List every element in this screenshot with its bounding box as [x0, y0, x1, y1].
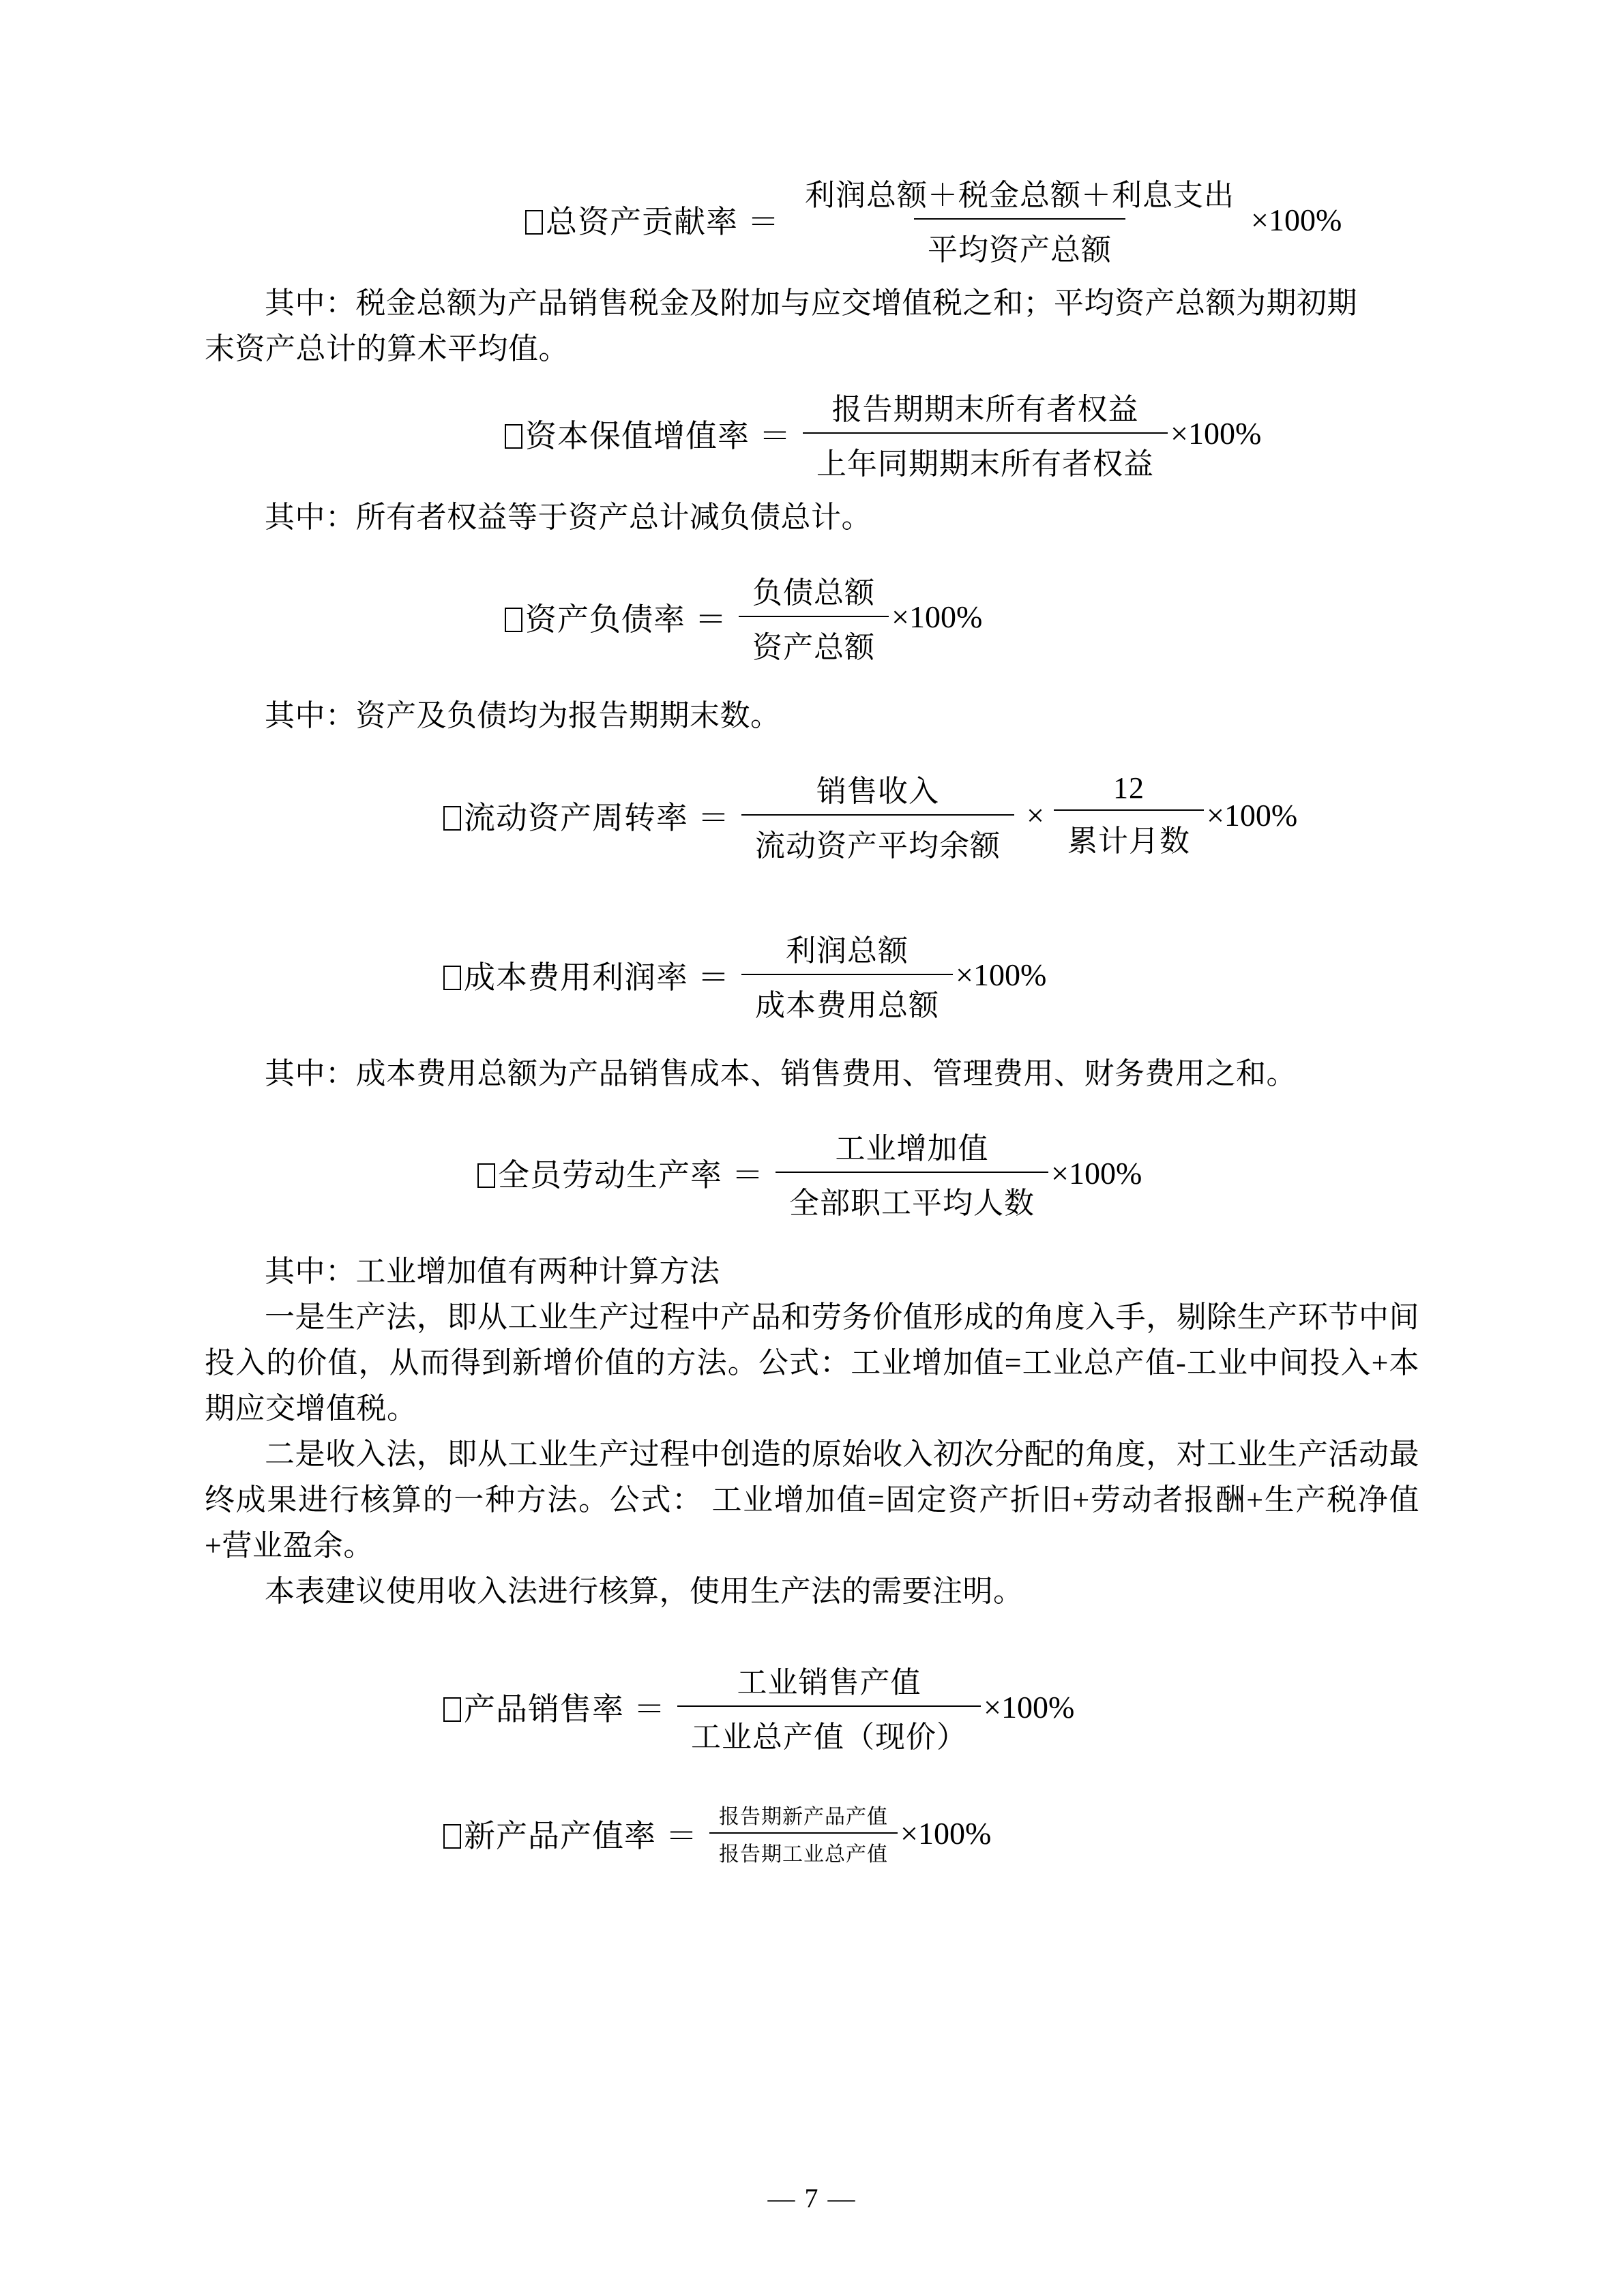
note-industrial-added-value: [205, 1249, 1419, 1295]
equals-sign: ＝: [634, 1692, 665, 1727]
numerator: 销售收入: [816, 774, 939, 808]
bullet-box-icon: [525, 210, 543, 235]
page-number: — 7 —: [767, 2183, 857, 2213]
denominator: 流动资产平均余额: [741, 814, 1014, 865]
bullet-box-icon: [505, 424, 522, 449]
denominator: 资产总额: [739, 616, 889, 666]
formula-label: 成本费用利润率: [464, 959, 688, 995]
multiplier: ×100%: [891, 599, 983, 635]
note-text: 其中：资产及负债均为报告期期末数。: [265, 698, 781, 732]
fraction: [741, 926, 953, 1024]
equals-sign: ＝: [748, 205, 779, 239]
equals-sign: ＝: [698, 959, 729, 995]
note-text: 其中：税金总额为产品销售税金及附加与应交增值税之和；平均资产总额为期初期: [265, 286, 1357, 320]
formula-capital-preservation-appreciation-rate: [505, 385, 1419, 483]
note-text: 其中：成本费用总额为产品销售成本、销售费用、管理费用、财务费用之和。: [265, 1056, 1297, 1090]
denominator: 成本费用总额: [741, 974, 953, 1024]
bullet-box-icon: [477, 1163, 495, 1188]
note-text-cont: 末资产总计的算术平均值。: [205, 331, 569, 366]
formula-label: 总资产贡献率: [546, 205, 738, 239]
equals-sign: ＝: [695, 601, 726, 637]
recommendation: 本表建议使用收入法进行核算，使用生产法的需要注明。: [265, 1574, 1024, 1608]
multiplier: ×100%: [1206, 798, 1298, 833]
numerator: 报告期新产品产值: [719, 1806, 888, 1829]
fraction: [739, 568, 889, 666]
denominator: 报告期工业总产值: [709, 1832, 898, 1867]
fraction: [709, 1800, 898, 1867]
note-line-2: [205, 327, 1419, 372]
numerator: 工业销售产值: [737, 1666, 921, 1700]
fraction: [677, 1658, 981, 1756]
bullet-box-icon: [443, 966, 461, 990]
fraction: [791, 170, 1248, 269]
method-text: 二是收入法，即从工业生产过程中创造的原始收入初次分配的角度，对工业生产活动最终成果进行核算的一种方法。公式： 工业增加值=固定资产折旧+劳动者报酬+生产税净值+营业盈余。: [205, 1437, 1419, 1562]
note-asset-liability: [205, 694, 1419, 739]
fraction-second: [1054, 771, 1204, 860]
equals-sign: ＝: [666, 1818, 697, 1853]
note-line-1: [205, 281, 1419, 327]
denominator: 平均资产总额: [914, 218, 1125, 269]
multiplier: ×100%: [984, 1689, 1075, 1725]
multiplier: ×100%: [1170, 416, 1262, 451]
note-text: 其中：所有者权益等于资产总计减负债总计。: [265, 500, 872, 534]
numerator: 负债总额: [752, 576, 875, 610]
numerator-2: 12: [1112, 771, 1145, 805]
recommendation-text: [205, 1569, 1419, 1615]
bullet-box-icon: [443, 1824, 461, 1849]
formula-current-asset-turnover-rate: [443, 766, 1419, 865]
formula-new-product-output-value-rate: [443, 1800, 1419, 1867]
formula-total-asset-contribution-rate: [525, 170, 1419, 269]
multiplier: ×100%: [1051, 1155, 1142, 1191]
formula-label: 全员劳动生产率: [498, 1158, 722, 1193]
denominator: 工业总产值（现价）: [677, 1705, 981, 1756]
formula-label: 资本保值增值率: [525, 418, 750, 453]
times-sign: ×: [1027, 798, 1044, 833]
formula-all-staff-labor-productivity: [477, 1124, 1419, 1222]
numerator: 利润总额＋税金总额＋利息支出: [805, 179, 1235, 212]
fraction: [803, 385, 1168, 483]
note-text: 其中：工业增加值有两种计算方法: [265, 1255, 720, 1289]
formula-label: 流动资产周转率: [464, 800, 688, 835]
formula-label: 产品销售率: [464, 1692, 624, 1727]
method-text: 一是生产法，即从工业生产过程中产品和劳务价值形成的角度入手，剔除生产环节中间投入的价值，从而得到新增价值的方法。公式：工业增加值=工业总产值-工业中间投入+本期应交增值税。: [205, 1300, 1419, 1425]
multiplier: ×100%: [900, 1816, 992, 1851]
equals-sign: ＝: [732, 1158, 763, 1193]
numerator: 利润总额: [786, 934, 909, 968]
bullet-box-icon: [443, 1697, 461, 1722]
bullet-box-icon: [443, 806, 461, 831]
formula-cost-expense-profit-rate: [443, 926, 1419, 1024]
fraction-first: [741, 766, 1014, 865]
denominator: 上年同期期末所有者权益: [803, 432, 1168, 483]
formula-label: 资产负债率: [525, 601, 685, 637]
numerator: 报告期期末所有者权益: [831, 392, 1139, 426]
multiplier: ×100%: [956, 957, 1047, 992]
denominator-2: 累计月数: [1054, 809, 1204, 860]
equals-sign: ＝: [698, 800, 729, 835]
bullet-box-icon: [505, 608, 522, 632]
multiplier: ×100%: [1251, 202, 1342, 237]
formula-product-sales-rate: [443, 1658, 1419, 1756]
note-owner-equity: [205, 495, 1419, 541]
fraction: [776, 1124, 1048, 1222]
numerator: 工业增加值: [835, 1132, 989, 1166]
equals-sign: ＝: [759, 418, 791, 453]
method-income-approach: [205, 1432, 1419, 1569]
formula-asset-liability-ratio: [505, 568, 1419, 666]
note-cost-expense: [205, 1052, 1419, 1097]
method-production-approach: [205, 1295, 1419, 1432]
formula-label: 新产品产值率: [464, 1818, 656, 1853]
denominator: 全部职工平均人数: [776, 1172, 1048, 1222]
